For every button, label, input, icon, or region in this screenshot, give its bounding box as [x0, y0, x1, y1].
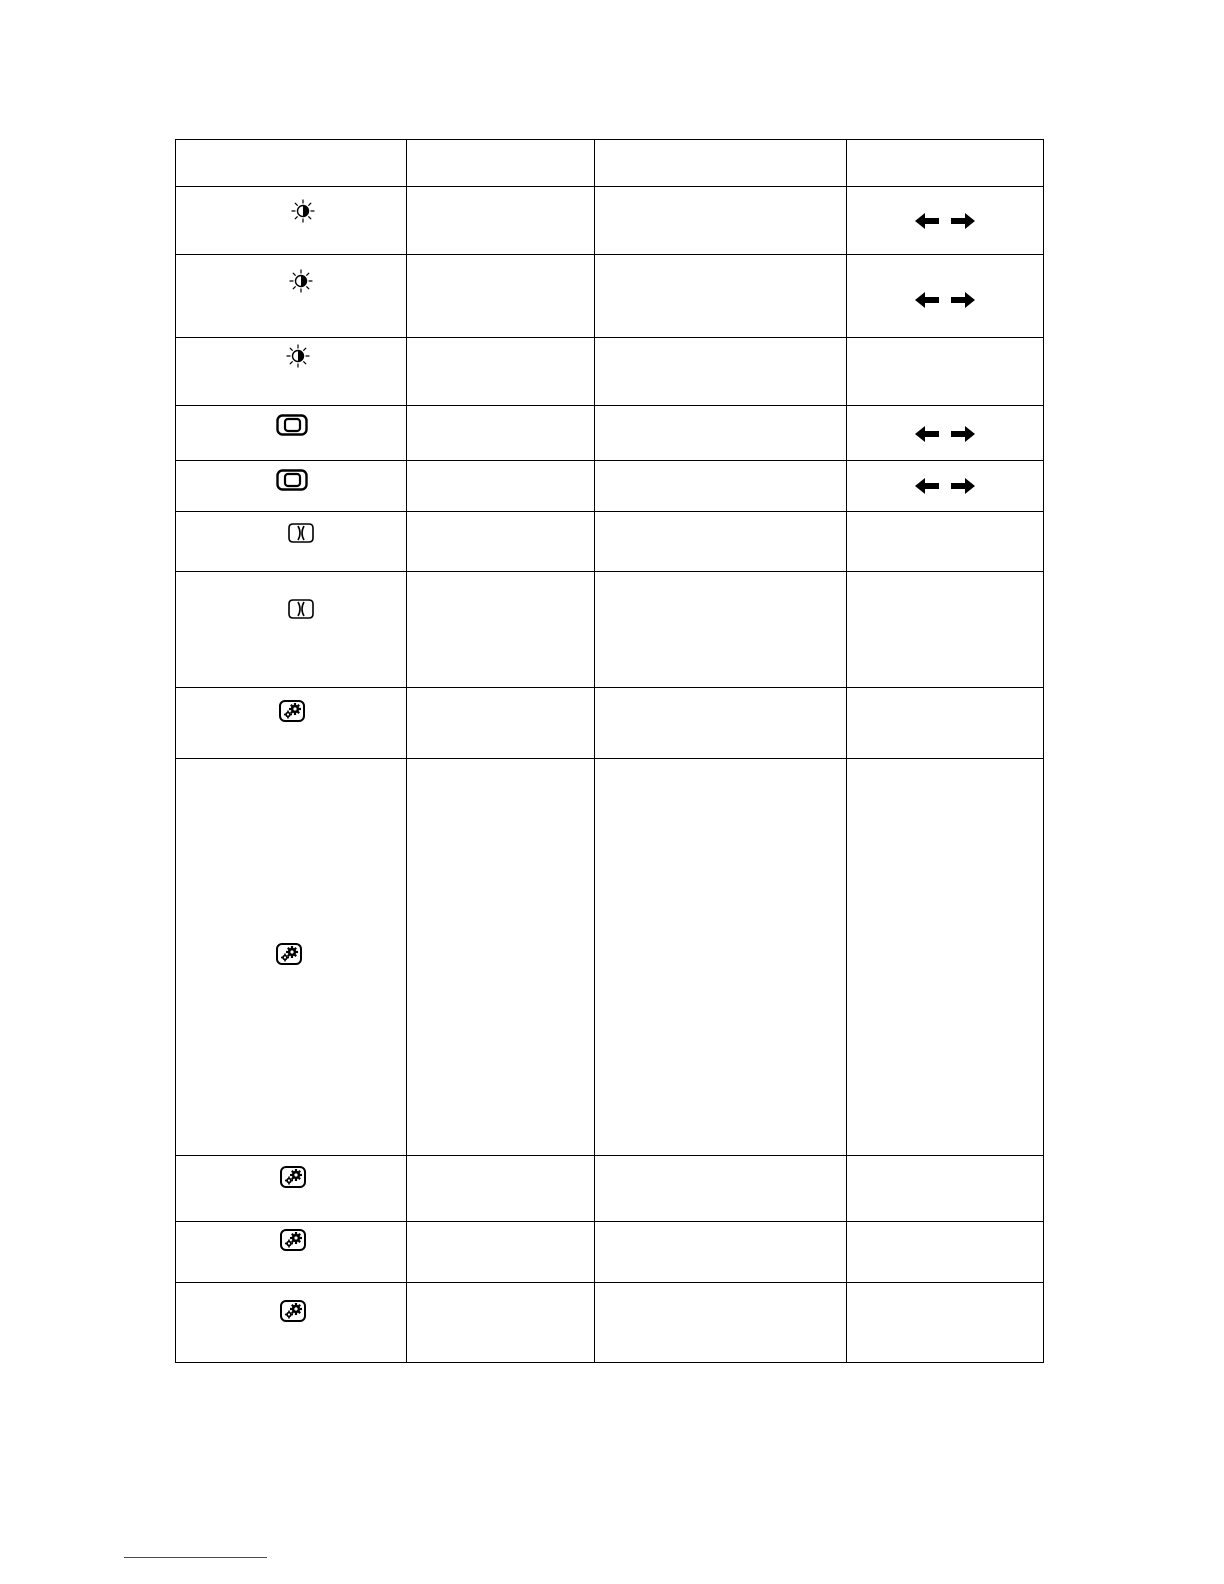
table-cell — [847, 512, 1044, 572]
table-cell — [595, 406, 847, 461]
table-row — [176, 512, 1044, 572]
table-cell — [595, 1283, 847, 1363]
table-cell — [595, 187, 847, 255]
table-row — [176, 1222, 1044, 1283]
header-cell — [176, 140, 407, 187]
options-gear-icon — [278, 699, 306, 723]
table-row — [176, 1156, 1044, 1222]
table-cell — [595, 1222, 847, 1283]
left-right-arrows-icon — [847, 290, 1043, 315]
icon-cell — [176, 1222, 407, 1283]
table-cell — [407, 187, 595, 255]
table-cell — [407, 255, 595, 338]
table-row — [176, 759, 1044, 1156]
table-cell — [847, 572, 1044, 688]
brightness-icon — [289, 269, 313, 293]
table-cell — [595, 759, 847, 1156]
table-row — [176, 187, 1044, 255]
table-header-row — [176, 140, 1044, 187]
table-cell — [407, 338, 595, 406]
table-cell — [595, 255, 847, 338]
table-cell — [407, 512, 595, 572]
icon-cell — [176, 759, 407, 1156]
table-cell — [847, 759, 1044, 1156]
options-gear-icon — [279, 1165, 307, 1189]
icon-cell — [176, 1156, 407, 1222]
table-cell — [407, 461, 595, 512]
osd-settings-table — [175, 139, 1044, 1363]
table-cell — [847, 255, 1044, 338]
table-cell — [847, 1156, 1044, 1222]
table-cell — [407, 572, 595, 688]
table-cell — [595, 461, 847, 512]
icon-cell — [176, 406, 407, 461]
table-cell — [847, 338, 1044, 406]
image-position-icon — [276, 469, 308, 491]
table-cell — [595, 1156, 847, 1222]
table-cell — [595, 688, 847, 759]
table-cell — [595, 338, 847, 406]
table-row — [176, 1283, 1044, 1363]
options-gear-icon — [279, 1299, 307, 1323]
header-cell — [407, 140, 595, 187]
table-cell — [407, 688, 595, 759]
table-cell — [407, 1156, 595, 1222]
left-right-arrows-icon — [847, 211, 1043, 236]
table-cell — [847, 406, 1044, 461]
image-setup-icon — [287, 522, 315, 544]
table-row — [176, 461, 1044, 512]
header-cell — [847, 140, 1044, 187]
icon-cell — [176, 255, 407, 338]
table-row — [176, 255, 1044, 338]
brightness-icon — [286, 344, 310, 368]
table-cell — [407, 406, 595, 461]
image-position-icon — [276, 414, 308, 436]
options-gear-icon — [279, 1228, 307, 1252]
icon-cell — [176, 461, 407, 512]
table-cell — [595, 512, 847, 572]
image-setup-icon — [287, 598, 315, 620]
table-row — [176, 688, 1044, 759]
table-cell — [847, 1283, 1044, 1363]
icon-cell — [176, 1283, 407, 1363]
table-row — [176, 406, 1044, 461]
icon-cell — [176, 688, 407, 759]
table-cell — [407, 759, 595, 1156]
table-cell — [847, 1222, 1044, 1283]
table-cell — [847, 461, 1044, 512]
icon-cell — [176, 512, 407, 572]
icon-cell — [176, 338, 407, 406]
header-cell — [595, 140, 847, 187]
table-cell — [847, 187, 1044, 255]
table-cell — [407, 1283, 595, 1363]
icon-cell — [176, 572, 407, 688]
options-gear-icon — [275, 942, 303, 966]
left-right-arrows-icon — [847, 424, 1043, 449]
table-row — [176, 572, 1044, 688]
footnote-rule — [124, 1557, 267, 1558]
table-cell — [595, 572, 847, 688]
icon-cell — [176, 187, 407, 255]
table-row — [176, 338, 1044, 406]
table-cell — [847, 688, 1044, 759]
brightness-icon — [291, 199, 315, 223]
left-right-arrows-icon — [847, 476, 1043, 501]
table-cell — [407, 1222, 595, 1283]
